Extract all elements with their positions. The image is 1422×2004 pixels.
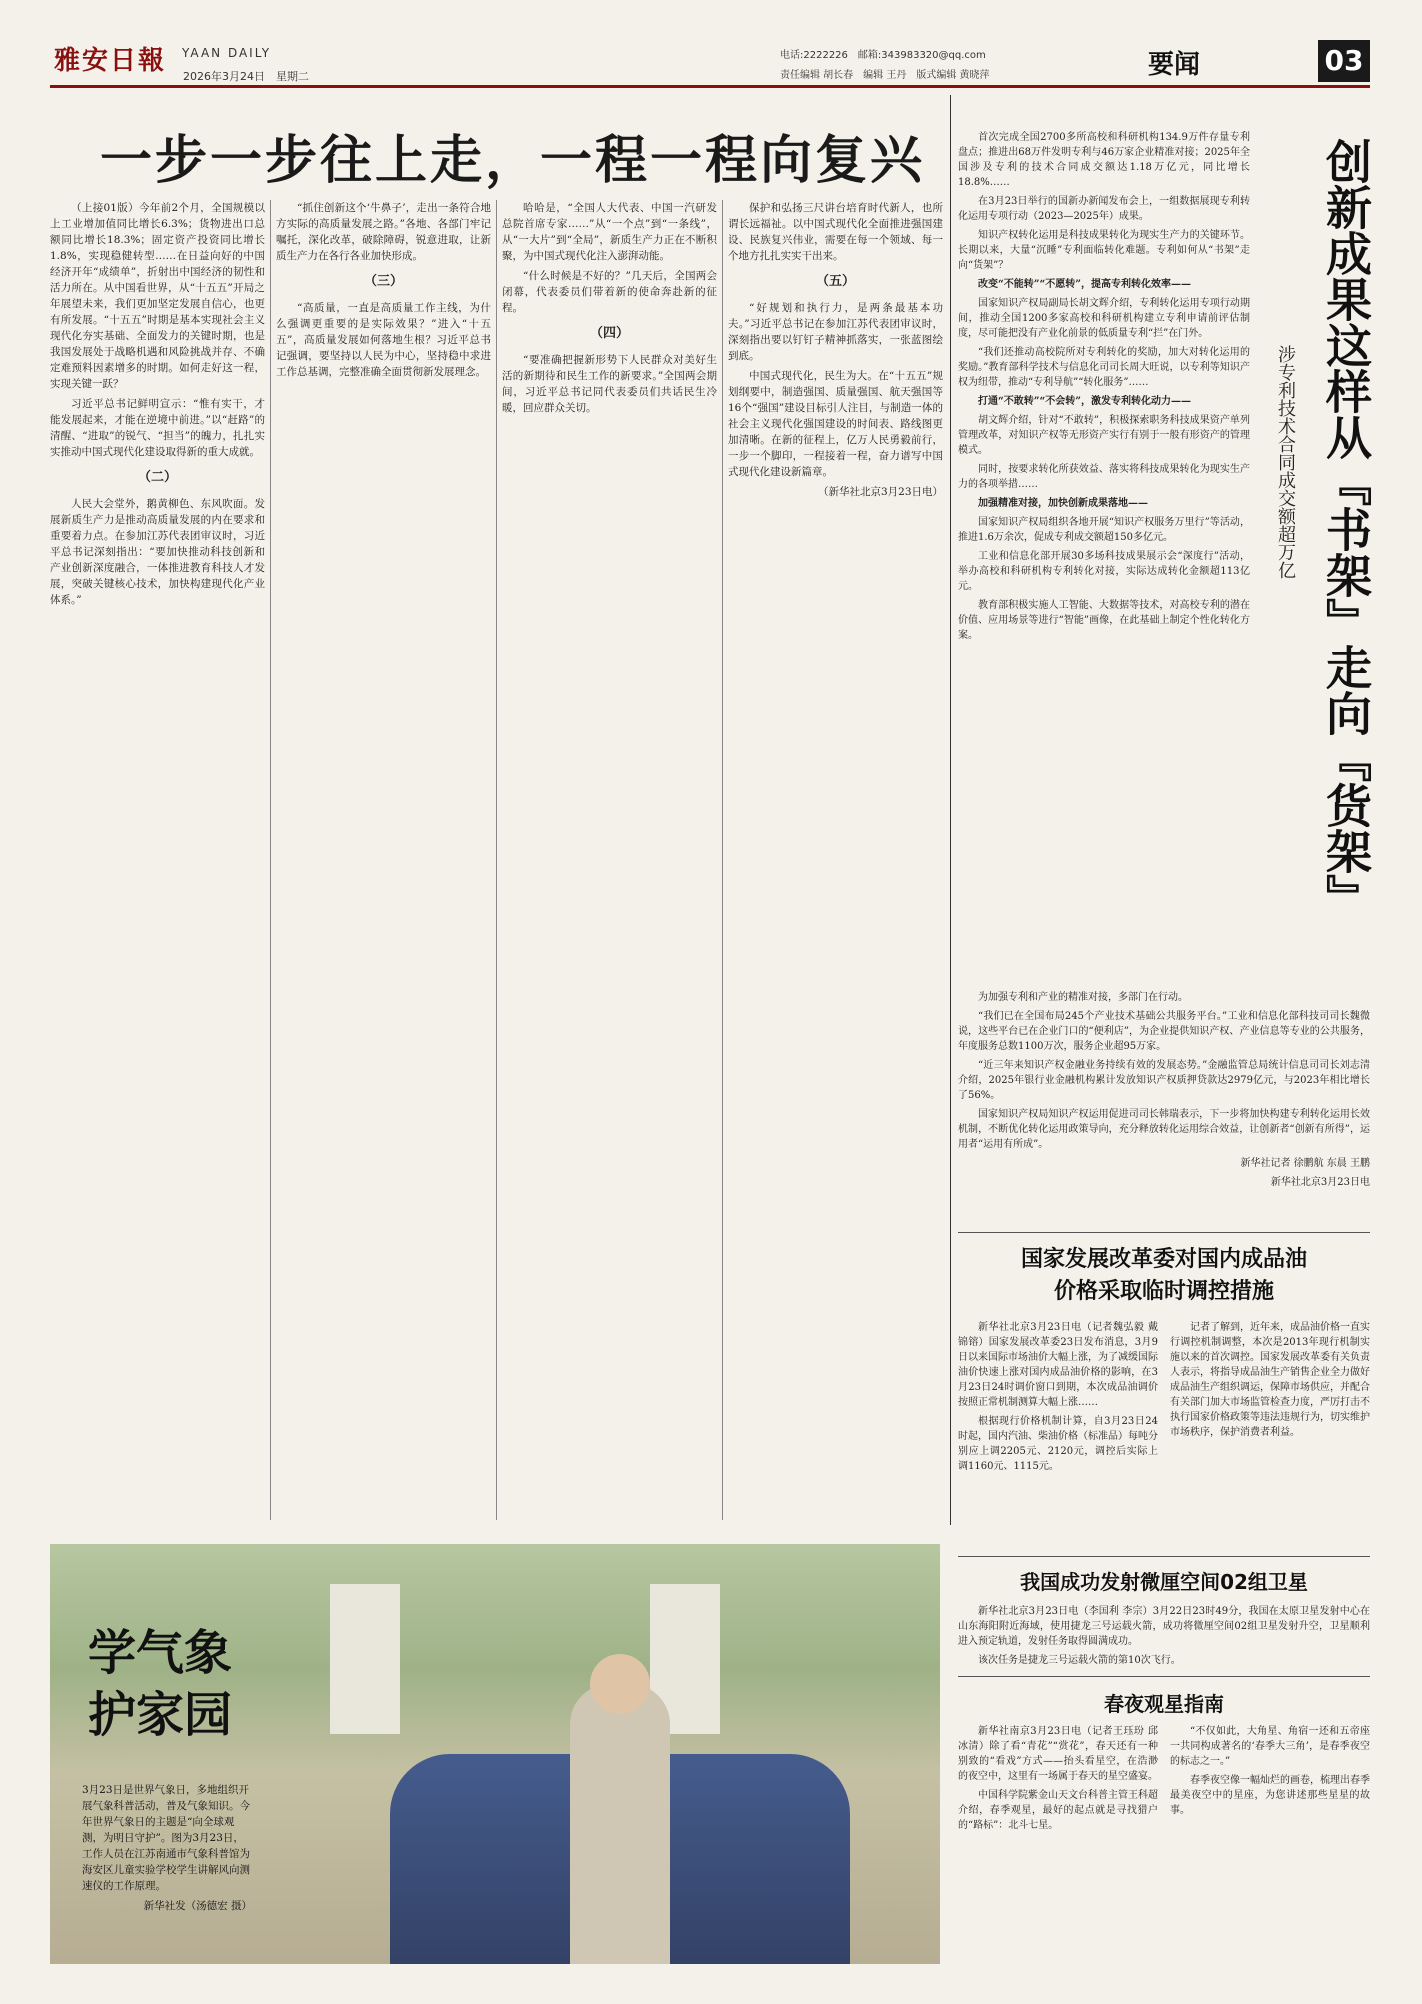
paragraph: 为加强专利和产业的精准对接，多部门在行动。 xyxy=(978,992,1188,1003)
article-divider xyxy=(958,1232,1370,1233)
editor-info: 责任编辑 胡长春 编辑 王丹 版式编辑 黄晓萍 xyxy=(780,70,990,81)
paragraph: “好规划和执行力，是两条最基本功夫。”习近平总书记在参加江苏代表团审议时，深刻指出要以钉钉子精神抓落实，一张蓝图绘到底。 xyxy=(728,302,943,362)
paragraph: 哈哈是，“全国人大代表、中国一汽研发总院首席专家……”从“一个点”到“一条线”，从“一大片”到“全局”，新质生产力正在不断积聚，为中国式现代化注入澎湃动能。 xyxy=(502,202,717,262)
masthead-rule xyxy=(50,85,1370,88)
byline: 新华社记者 徐鹏航 东晨 王鹏 xyxy=(1240,1158,1370,1169)
paragraph: 国家知识产权局组织各地开展“知识产权服务万里行”等活动，推进1.6万余次，促成专利成交额超150多亿元。 xyxy=(958,517,1250,543)
dateline: 新华社北京3月23日电 xyxy=(1270,1177,1370,1188)
section-number: （五） xyxy=(815,274,855,289)
oil-article-col-2 xyxy=(1170,1320,1370,1545)
paragraph: 知识产权转化运用是科技成果转化为现实生产力的关键环节。长期以来，大量“沉睡”专利面临转化难题。专利如何从“书架”走向“货架”？ xyxy=(958,230,1250,271)
subheading: 加强精准对接，加快创新成果落地—— xyxy=(978,498,1148,509)
newspaper-logo: 雅安日報 xyxy=(54,46,167,76)
subheading: 打通“不敢转”“不会转”，激发专利转化动力—— xyxy=(978,396,1192,407)
column-divider xyxy=(270,200,271,1520)
paragraph: 新华社北京3月23日电（李国利 李宗）3月22日23时49分，我国在太原卫星发射中心在山东海阳附近海域，使用捷龙三号运载火箭，成功将微厘空间02组卫星发射升空，卫星顺利进入预定轨道，发射任务取得圆满成功。 xyxy=(958,1606,1370,1647)
paragraph: 中国科学院紫金山天文台科普主管王科超介绍，春季观星，最好的起点就是寻找猎户的“路标”：北斗七星。 xyxy=(958,1790,1158,1831)
paragraph: （上接01版）今年前2个月，全国规模以上工业增加值同比增长6.3%；货物进出口总额同比增长18.3%；固定资产投资同比增长1.8%，实现稳健转型……在日益向好的中国经济开年“成绩单”，折射出中国经济的韧性和活力所在。从中国看世界，从“十五五”开局之年展望未来，我们更加坚定发展自信心，也更有所发展。“十五五”时期是基本实现社会主义现代化夯实基础、全面发力的关键时期，也是我国发展处于战略机遇和风险挑战并存、不确定难预料因素增多的时期。如何走好这一程，实现关键一跃？ xyxy=(50,202,265,390)
main-article-col-4 xyxy=(728,200,943,1520)
paragraph: “高质量，一直是高质量工作主线，为什么强调更重要的是实际效果？”进入“十五五”，高质量发展如何落地生根？习近平总书记强调，要坚持以人民为中心，坚持稳中求进工作总基调，完整准确全面贯彻新发展理念。 xyxy=(276,302,491,378)
paragraph: “抓住创新这个‘牛鼻子’，走出一条符合地方实际的高质量发展之路。”各地、各部门牢记嘱托，深化改革，破除障碍，锐意进取，让新质生产力在各行各业加快形成。 xyxy=(276,202,491,262)
article-credit: （新华社北京3月23日电） xyxy=(817,486,943,498)
subheading: 改变“不能转”“不愿转”，提高专利转化效率—— xyxy=(978,279,1192,290)
oil-article-title xyxy=(958,1244,1370,1308)
photo-title-line-2: 护家园 xyxy=(88,1687,233,1743)
paragraph: 习近平总书记鲜明宣示：“惟有实干，才能发展起来，才能在逆境中前进。”以“赶路”的清醒、“进取”的锐气、“担当”的魄力，扎扎实实推动中国式现代化建设取得新的重大成就。 xyxy=(50,398,265,458)
paragraph: 在3月23日举行的国新办新闻发布会上，一组数据展现专利转化运用专项行动（2023—2025年）成果。 xyxy=(958,196,1250,222)
article-divider xyxy=(958,1676,1370,1677)
paragraph: 根据现行价格机制计算，自3月23日24时起，国内汽油、柴油价格（标准品）每吨分别应上调2205元、2120元，调控后实际上调1160元、1115元。 xyxy=(958,1416,1158,1472)
contact-info: 电话:2222226 邮箱:343983320@qq.com xyxy=(780,50,986,61)
oil-article-col-1 xyxy=(958,1320,1158,1545)
paragraph: 新华社南京3月23日电（记者王珏玢 邱冰清）除了看“青花”“赏花”，春天还有一种别致的“看戏”方式——抬头看星空，在浩渺的夜空中，这里有一场属于春天的星空盛宴。 xyxy=(958,1726,1158,1782)
paragraph: “我们还推动高校院所对专利转化的奖励，加大对转化运用的奖励。”教育部科学技术与信息化司司长周大旺说，以专利等知识产权为纽带，推动“专利导航”“转化服务”…… xyxy=(958,347,1250,388)
issue-date: 2026年3月24日 星期二 xyxy=(183,70,309,83)
article-divider xyxy=(958,1556,1370,1557)
paragraph: 中国式现代化，民生为大。在“十五五”规划纲要中，制造强国、质量强国、航天强国等16个“强国”建设目标引人注目，与制造一体的社会主义现代化强国建设的时间表、路线图更加清晰。在新的征程上，亿万人民勇毅前行，一步一个脚印，一程接着一程，奋力谱写中国式现代化建设新篇章。 xyxy=(728,370,943,478)
paragraph: “不仅如此，大角星、角宿一还和五帝座一共同构成著名的‘春季大三角’，是春季夜空的标志之一。” xyxy=(1170,1726,1370,1767)
feature-title: 创新成果这样从『书架』走向『货架』 xyxy=(1319,138,1373,920)
section-label: 要闻 xyxy=(1148,50,1201,80)
main-article-col-2 xyxy=(276,200,491,1520)
photo-caption xyxy=(82,1782,252,1914)
photo-credit: 新华社发（汤德宏 摄） xyxy=(143,1900,252,1912)
section-number: （二） xyxy=(137,470,177,485)
section-number: （三） xyxy=(363,274,403,289)
paragraph: 教育部积极实施人工智能、大数据等技术，对高校专利的潜在价值、应用场景等进行“智能”画像，在此基础上制定个性化转化方案。 xyxy=(958,600,1250,641)
satellite-body xyxy=(958,1604,1370,1668)
instructor-figure xyxy=(570,1684,670,1964)
paragraph: 国家知识产权局知识产权运用促进司司长韩瑞表示，下一步将加快构建专利转化运用长效机制，不断优化转化运用政策导向，充分释放转化运用综合效益，让创新者“创新有所得”，运用者“运用有所成”。 xyxy=(958,1109,1370,1150)
feature-subtitle: 涉专利技术合同成交额超万亿 xyxy=(1275,345,1296,579)
column-divider xyxy=(496,200,497,1520)
paragraph: 新华社北京3月23日电（记者魏弘毅 戴锦镕）国家发展改革委23日发布消息，3月9日以来国际市场油价大幅上涨，为了减缓国际油价快速上涨对国内成品油价格的影响，在3月23日24时调价窗口到期，本次成品油调价按照正常机制测算大幅上涨…… xyxy=(958,1322,1158,1408)
paragraph: 国家知识产权局副局长胡文辉介绍，专利转化运用专项行动期间，推动全国1200多家高校和科研机构建立专利申请前评估制度，尽可能把没有产业化前景的低质量专利“拦”在门外。 xyxy=(958,298,1250,339)
photo-title-line-1: 学气象 xyxy=(88,1625,233,1681)
paragraph: 春季夜空像一幅灿烂的画卷，梳理出春季最美夜空中的星座，为您讲述那些星星的故事。 xyxy=(1170,1775,1370,1816)
main-headline: 一步一步往上走，一程一程向复兴 xyxy=(100,131,926,191)
page-number: 03 xyxy=(1318,40,1370,82)
paragraph: “什么时候是不好的？”几天后，全国两会闭幕，代表委员们带着新的使命奔赴新的征程。 xyxy=(502,270,717,314)
oil-title-line-2: 价格采取临时调控措施 xyxy=(1053,1279,1274,1304)
feature-body xyxy=(958,130,1250,990)
paragraph: 首次完成全国2700多所高校和科研机构134.9万件存量专利盘点；推进出68万件发明专利与46万家企业精准对接；2025年全国涉及专利的技术合同成交额达1.18万亿元，同比增长18.8%…… xyxy=(958,132,1250,188)
column-divider xyxy=(722,200,723,1520)
building-pillar xyxy=(330,1584,400,1734)
instructor-head xyxy=(590,1654,650,1714)
paragraph: 人民大会堂外，鹅黄柳色、东风吹面。发展新质生产力是推动高质量发展的内在要求和重要着力点。在参加江苏代表团审议时，习近平总书记深刻指出：“要加快推动科技创新和产业创新深度融合，一体推进教育科技人才发展，突破关键核心技术，加快构建现代化产业体系。” xyxy=(50,498,265,606)
paragraph: “要准确把握新形势下人民群众对美好生活的新期待和民生工作的新要求。”全国两会期间，习近平总书记同代表委员们共话民生冷暖，回应群众关切。 xyxy=(502,354,717,414)
caption-text: 3月23日是世界气象日，多地组织开展气象科普活动，普及气象知识。今年世界气象日的主题是“向全球观测，为明日守护”。图为3月23日，工作人员在江苏南通市气象科普馆为海安区儿童实验学校学生讲解风向测速仪的工作原理。 xyxy=(82,1784,250,1892)
satellite-title: 我国成功发射微厘空间02组卫星 xyxy=(1020,1570,1308,1594)
stargazing-title: 春夜观星指南 xyxy=(1104,1692,1224,1716)
paragraph: “近三年来知识产权金融业务持续有效的发展态势。”金融监管总局统计信息司司长刘志清介绍，2025年银行业金融机构累计发放知识产权质押贷款达2979亿元，与2023年相比增长了56%。 xyxy=(958,1060,1370,1101)
paragraph: 保护和弘扬三尺讲台培育时代新人，也所谓长远福祉。以中国式现代化全面推进强国建设、民族复兴伟业，需要在每一个领域、每一个地方扎扎实实干出来。 xyxy=(728,202,943,262)
stargazing-col-1 xyxy=(958,1724,1158,1994)
main-article-col-3 xyxy=(502,200,717,1520)
paragraph: 胡文辉介绍，针对“不敢转”，积极探索职务科技成果资产单列管理改革，对知识产权等无形资产实行有别于一般有形资产的管理模式。 xyxy=(958,415,1250,456)
paragraph: 记者了解到，近年来，成品油价格一直实行调控机制调整，本次是2013年现行机制实施以来的首次调控。国家发展改革委有关负责人表示，将指导成品油生产销售企业全力做好成品油生产组织调运，保障市场供应，并配合有关部门加大市场监管检查力度，严厉打击不执行国家价格政策等违法违规行为，切实维护市场秩序，保护消费者利益。 xyxy=(1170,1322,1370,1438)
main-article-col-1 xyxy=(50,200,265,1520)
paragraph: 工业和信息化部开展30多场科技成果展示会“深度行”活动，举办高校和科研机构专利转化对接，实际达成转化金额超113亿元。 xyxy=(958,551,1250,592)
paragraph: 同时，按要求转化所获效益、落实将科技成果转化为现实生产力的各项举措…… xyxy=(958,464,1250,490)
newspaper-english-name: YAAN DAILY xyxy=(182,46,272,60)
stargazing-col-2 xyxy=(1170,1724,1370,1994)
feature-body-bottom xyxy=(958,990,1370,1190)
page-divider xyxy=(950,95,951,1525)
section-number: （四） xyxy=(589,326,629,341)
paragraph: “我们已在全国布局245个产业技术基础公共服务平台。”工业和信息化部科技司司长魏微说，这些平台已在企业门口的“便利店”，为企业提供知识产权、产业信息等专业的公共服务，年度服务总数1100万次，服务企业超95万家。 xyxy=(958,1011,1370,1052)
oil-title-line-1: 国家发展改革委对国内成品油 xyxy=(1020,1247,1307,1272)
paragraph: 该次任务是捷龙三号运载火箭的第10次飞行。 xyxy=(978,1655,1181,1666)
photo-title xyxy=(88,1622,232,1746)
